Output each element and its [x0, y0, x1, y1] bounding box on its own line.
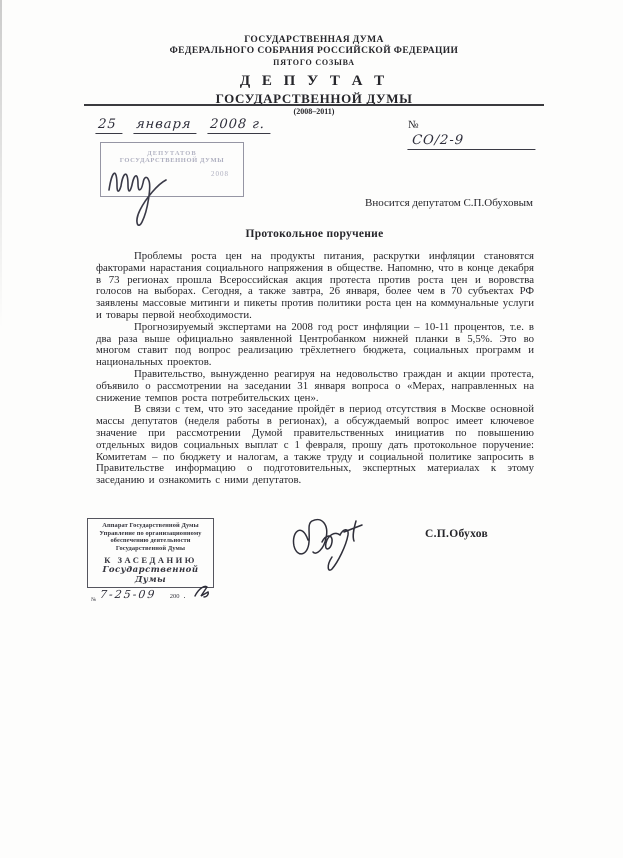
handwritten-number: СО/2-9: [407, 133, 536, 150]
handwritten-month: января: [133, 117, 198, 134]
letterhead-title: Д Е П У Т А Т: [239, 73, 389, 89]
routing-stamp-line2: Управление по организационному: [99, 529, 202, 537]
incoming-stamp-date: 2008: [211, 170, 229, 178]
routing-stamp: [87, 518, 214, 604]
routing-year-blank: 200: [169, 593, 180, 601]
signatory-name: С.П.Обухов: [425, 528, 488, 540]
paragraph: Прогнозируемый экспертами на 2008 год рост инфляции – 10-11 процентов, т.е. в два раза выше официально заявленной Центробанком нижней планки в 5,5%. Это во многом ставит под вопрос реализацию трёхлетнего бюджета, социальных программ и национальных проектов.: [96, 320, 534, 369]
routing-stamp-subheading: Государственной Думы: [102, 565, 199, 586]
paragraph: В связи с тем, что это заседание пройдёт в период отсутствия в Москве основной массы депутатов (неделя работы в регионах), а обсуждаемый вопрос имеет ключевое значение при рассмотрении Думой правительственных инициатив по повышению отдельных видов социальных выплат с 1 февраля, прошу дать протокольное поручение: Комитетам – по бюджету и налогам, а также труду и социальной политике запросить в Правительстве информацию о подготовительных, экспертных материалах к этому заседанию и ознакомить с ними депутатов.: [96, 403, 534, 487]
deputy-signature-icon: [288, 512, 368, 572]
letterhead-subtitle: ГОСУДАРСТВЕННОЙ ДУМЫ: [215, 91, 413, 106]
letter-body: [96, 251, 534, 487]
handwritten-day: 25: [95, 117, 123, 134]
dateline: [96, 116, 534, 148]
letterhead-divider: [84, 104, 544, 106]
routing-dot: .: [183, 591, 186, 601]
submitted-by-line: Вносится депутатом С.П.Обуховым: [365, 197, 533, 209]
outgoing-number: [408, 116, 536, 150]
org-name-line2: ФЕДЕРАЛЬНОГО СОБРАНИЯ РОССИЙСКОЙ ФЕДЕРАЦИИ: [169, 46, 459, 56]
handwritten-routing-number: 7-25-09: [99, 588, 158, 602]
incoming-stamp-line2: ГОСУДАРСТВЕННОЙ ДУМЫ: [119, 157, 225, 164]
handwritten-flourish-icon: [193, 583, 211, 599]
org-name-line1: ГОСУДАРСТВЕННАЯ ДУМА: [244, 35, 384, 45]
paragraph: Проблемы роста цен на продукты питания, раскрутки инфляции становятся факторами нарастания социального напряжения в обществе. Напомню, что в конце декабря в 73 регионах прошла Всероссийская акция протеста против роста цен и воровства голосов на выборах. Сегодня, а также завтра, 26 января, более чем в 70 субъектах РФ заявлены массовые митинги и пикеты против политики роста цен на коммунальные услуги и товары первой необходимости.: [96, 250, 534, 321]
routing-stamp-number-line: [88, 585, 213, 604]
routing-stamp-line3: обеспечению деятельности: [110, 537, 191, 545]
org-name-line3: ПЯТОГО СОЗЫВА: [273, 58, 355, 67]
incoming-stamp-line1: ДЕПУТАТОВ: [147, 150, 197, 157]
handwritten-year: 2008 г.: [208, 117, 272, 134]
routing-number-sign: №: [91, 597, 97, 604]
letterhead-years: (2008–2011): [293, 107, 335, 116]
routing-stamp-line4: Государственной Думы: [115, 544, 186, 552]
number-sign: №: [408, 119, 419, 131]
document-title: Протокольное поручение: [245, 228, 384, 240]
paragraph: Правительство, вынужденно реагируя на недовольство граждан и акции протеста, объявило о рассмотрении на заседании 31 января вопроса о «Мерах, направленных на снижение темпов роста потребительских цен».: [96, 367, 534, 404]
routing-stamp-heading: К ЗАСЕДАНИЮ: [104, 555, 197, 566]
routing-stamp-line1: Аппарат Государственной Думы: [102, 522, 199, 529]
incoming-registration-stamp: [100, 142, 244, 197]
